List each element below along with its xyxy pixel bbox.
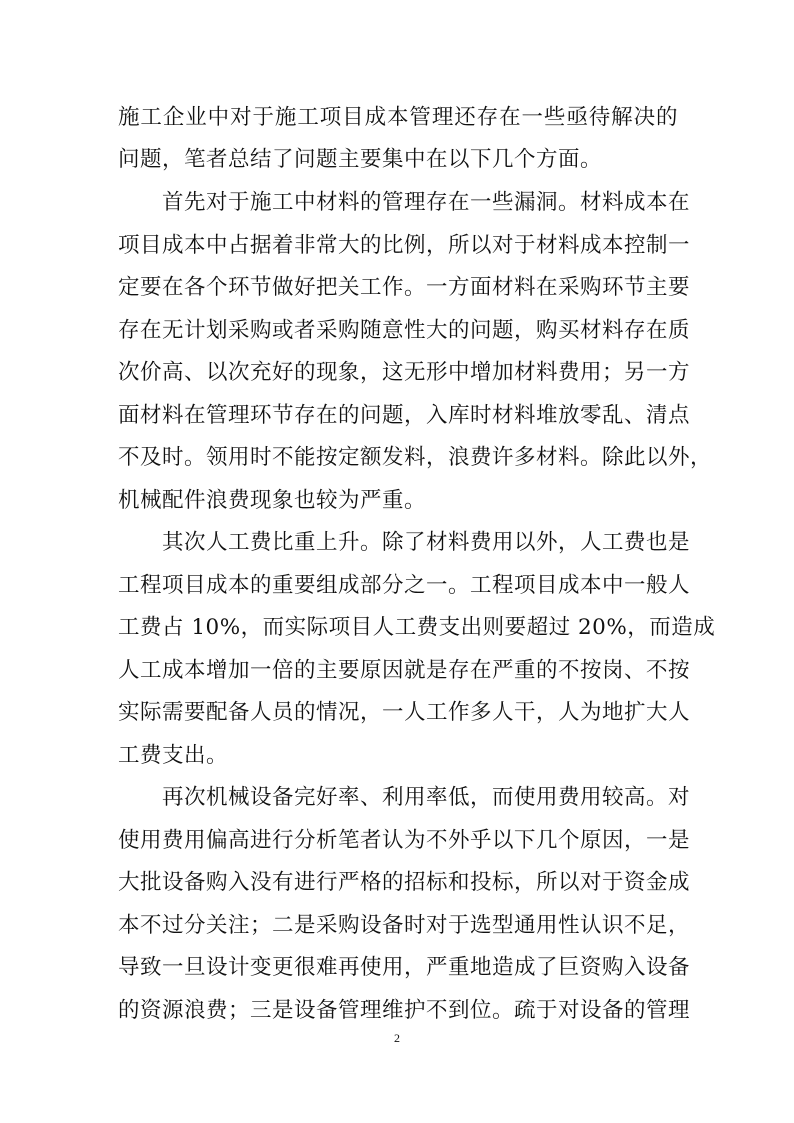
text-line: 使用费用偏高进行分析笔者认为不外乎以下几个原因，一是 (118, 828, 691, 853)
text-line: 问题，笔者总结了问题主要集中在以下几个方面。 (118, 147, 603, 172)
text-line: 机械配件浪费现象也较为严重。 (118, 488, 427, 513)
text-line: 施工企业中对于施工项目成本管理还存在一些亟待解决的 (118, 105, 678, 130)
text-line: 导致一旦设计变更很难再使用，严重地造成了巨资购入设备 (118, 955, 691, 980)
page-number: 2 (394, 1031, 400, 1045)
text-line: 不及时。领用时不能按定额发料，浪费许多材料。除此以外， (118, 445, 713, 470)
text-line: 本不过分关注；二是采购设备时对于选型通用性认识不足， (118, 913, 691, 938)
text-line: 其次人工费比重上升。除了材料费用以外，人工费也是 (162, 530, 691, 555)
text-line: 工费支出。 (118, 743, 229, 768)
text-line: 再次机械设备完好率、利用率低，而使用费用较高。对 (162, 785, 691, 810)
text-line: 实际需要配备人员的情况，一人工作多人干，人为地扩大人 (118, 700, 691, 725)
text-line: 的资源浪费；三是设备管理维护不到位。疏于对设备的管理 (118, 998, 691, 1023)
text-line: 项目成本中占据着非常大的比例，所以对于材料成本控制一 (118, 233, 691, 258)
text-line: 大批设备购入没有进行严格的招标和投标，所以对于资金成 (118, 870, 691, 895)
text-line: 定要在各个环节做好把关工作。一方面材料在采购环节主要 (118, 275, 691, 300)
text-line: 工程项目成本的重要组成部分之一。工程项目成本中一般人 (118, 573, 691, 598)
text-line: 人工成本增加一倍的主要原因就是存在严重的不按岗、不按 (118, 658, 691, 683)
text-line: 首先对于施工中材料的管理存在一些漏洞。材料成本在 (162, 190, 691, 215)
text-line: 次价高、以次充好的现象，这无形中增加材料费用；另一方 (118, 360, 691, 385)
text-line: 存在无计划采购或者采购随意性大的问题，购买材料存在质 (118, 318, 691, 343)
text-line: 面材料在管理环节存在的问题，入库时材料堆放零乱、清点 (118, 403, 691, 428)
text-line: 工费占 10%，而实际项目人工费支出则要超过 20%，而造成 (118, 615, 716, 640)
